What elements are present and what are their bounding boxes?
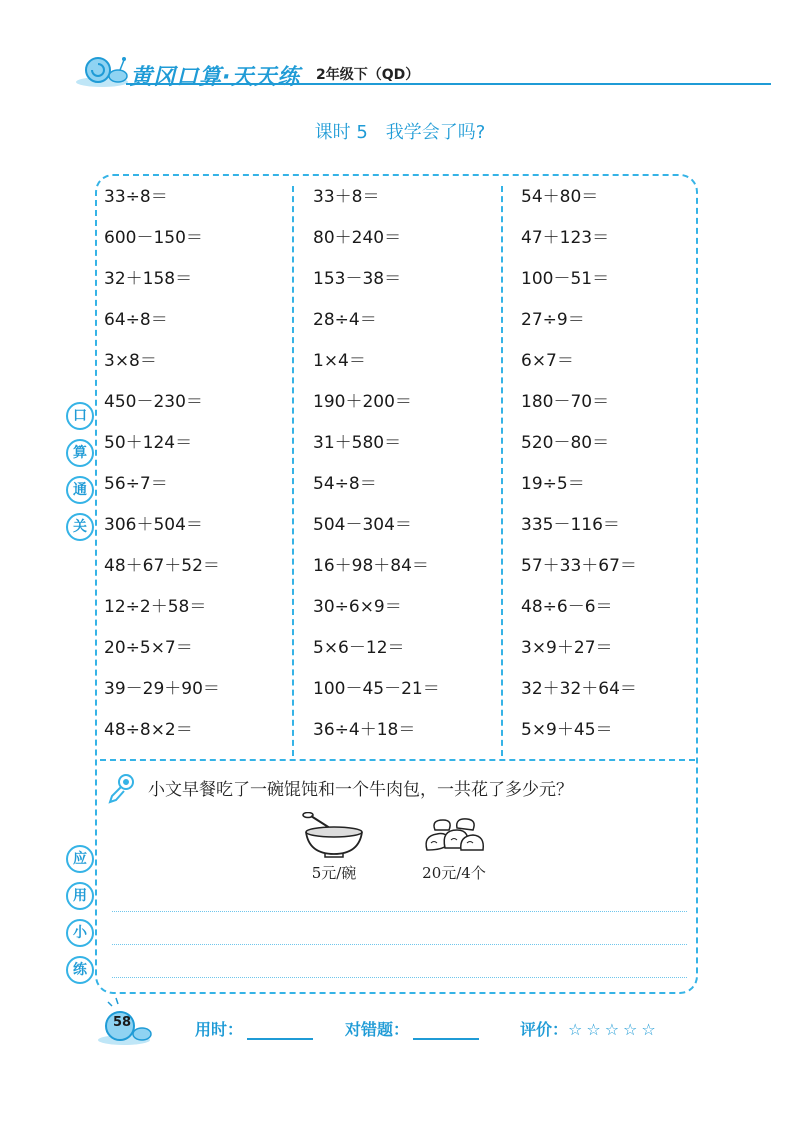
- label-char: 算: [66, 439, 94, 467]
- snail-logo-icon: [74, 52, 130, 88]
- math-problem: 335－116＝: [521, 515, 620, 535]
- math-problem: 19÷5＝: [521, 474, 585, 494]
- math-problem: 57＋33＋67＝: [521, 556, 637, 576]
- math-problem: 180－70＝: [521, 392, 610, 412]
- errors-blank[interactable]: [413, 1024, 479, 1040]
- time-blank[interactable]: [247, 1024, 313, 1040]
- problem-column-2: [313, 186, 440, 760]
- math-problem: 48÷8×2＝: [104, 720, 193, 740]
- math-problem: 16＋98＋84＝: [313, 556, 429, 576]
- math-problem: 56÷7＝: [104, 474, 168, 494]
- math-problem: 20÷5×7＝: [104, 638, 193, 658]
- math-problem: 33＋8＝: [313, 187, 380, 207]
- rating-stars[interactable]: ☆☆☆☆☆: [568, 1020, 660, 1039]
- math-problem: 33÷8＝: [104, 187, 168, 207]
- math-problem: 47＋123＝: [521, 228, 610, 248]
- problem-column-1: [104, 186, 220, 760]
- label-char: 练: [66, 956, 94, 984]
- math-problem: 31＋580＝: [313, 433, 402, 453]
- application-section-label: [66, 845, 92, 993]
- math-problem: 32＋158＝: [104, 269, 193, 289]
- rating-field: [520, 1017, 660, 1040]
- math-problem: 50＋124＝: [104, 433, 193, 453]
- math-problem: 6×7＝: [521, 351, 574, 371]
- header-rule: [126, 83, 771, 85]
- math-problem: 12÷2＋58＝: [104, 597, 207, 617]
- time-label: 用时：: [195, 1020, 244, 1039]
- calc-section-label: [66, 402, 92, 550]
- math-problem: 36÷4＋18＝: [313, 720, 416, 740]
- math-problem: 100－51＝: [521, 269, 610, 289]
- math-problem: 190＋200＝: [313, 392, 412, 412]
- label-char: 关: [66, 513, 94, 541]
- label-char: 通: [66, 476, 94, 504]
- math-problem: 520－80＝: [521, 433, 610, 453]
- math-problem: 504－304＝: [313, 515, 412, 535]
- buns-icon: [421, 816, 487, 858]
- wonton-price: 5元/碗: [311, 864, 357, 882]
- math-problem: 153－38＝: [313, 269, 402, 289]
- errors-field: [345, 1017, 479, 1040]
- column-divider: [501, 186, 503, 756]
- wonton-bowl-icon: [299, 812, 369, 858]
- math-problem: 5×9＋45＝: [521, 720, 613, 740]
- word-problem-question: 小文早餐吃了一碗馄饨和一个牛肉包，一共花了多少元？: [148, 780, 573, 800]
- label-char: 小: [66, 919, 94, 947]
- column-divider: [292, 186, 294, 756]
- math-problem: 3×8＝: [104, 351, 157, 371]
- label-char: 口: [66, 402, 94, 430]
- wonton-item: [288, 812, 380, 883]
- math-problem: 30÷6×9＝: [313, 597, 402, 617]
- label-char: 用: [66, 882, 94, 910]
- math-problem: 3×9＋27＝: [521, 638, 613, 658]
- math-problem: 80＋240＝: [313, 228, 402, 248]
- math-problem: 306＋504＝: [104, 515, 203, 535]
- answer-line: [112, 911, 687, 912]
- math-problem: 27÷9＝: [521, 310, 585, 330]
- grade-label: 2年级下（QD）: [316, 67, 420, 83]
- math-problem: 28÷4＝: [313, 310, 377, 330]
- answer-line: [112, 944, 687, 945]
- math-problem: 54÷8＝: [313, 474, 377, 494]
- answer-line: [112, 977, 687, 978]
- math-problem: 450－230＝: [104, 392, 203, 412]
- rating-label: 评价：: [520, 1020, 569, 1039]
- math-problem: 54＋80＝: [521, 187, 599, 207]
- math-problem: 600－150＝: [104, 228, 203, 248]
- math-problem: 100－45－21＝: [313, 679, 440, 699]
- problem-column-3: [521, 186, 637, 760]
- beef-bun-item: [414, 816, 494, 883]
- pushpin-icon: [104, 770, 140, 806]
- errors-label: 对错题：: [345, 1020, 410, 1039]
- time-field: [195, 1017, 313, 1040]
- math-problem: 5×6－12＝: [313, 638, 405, 658]
- lesson-title: 课时 5 我学会了吗?: [314, 122, 486, 143]
- math-problem: 39－29＋90＝: [104, 679, 220, 699]
- math-problem: 48÷6－6＝: [521, 597, 613, 617]
- page-number: 58: [113, 1015, 132, 1030]
- math-problem: 64÷8＝: [104, 310, 168, 330]
- label-char: 应: [66, 845, 94, 873]
- math-problem: 32＋32＋64＝: [521, 679, 637, 699]
- page-header: [70, 52, 770, 92]
- brand-title: 黄冈口算·天天练: [130, 65, 301, 90]
- math-problem: 48＋67＋52＝: [104, 556, 220, 576]
- math-problem: 1×4＝: [313, 351, 366, 371]
- beef-bun-price: 20元/4个: [422, 864, 486, 882]
